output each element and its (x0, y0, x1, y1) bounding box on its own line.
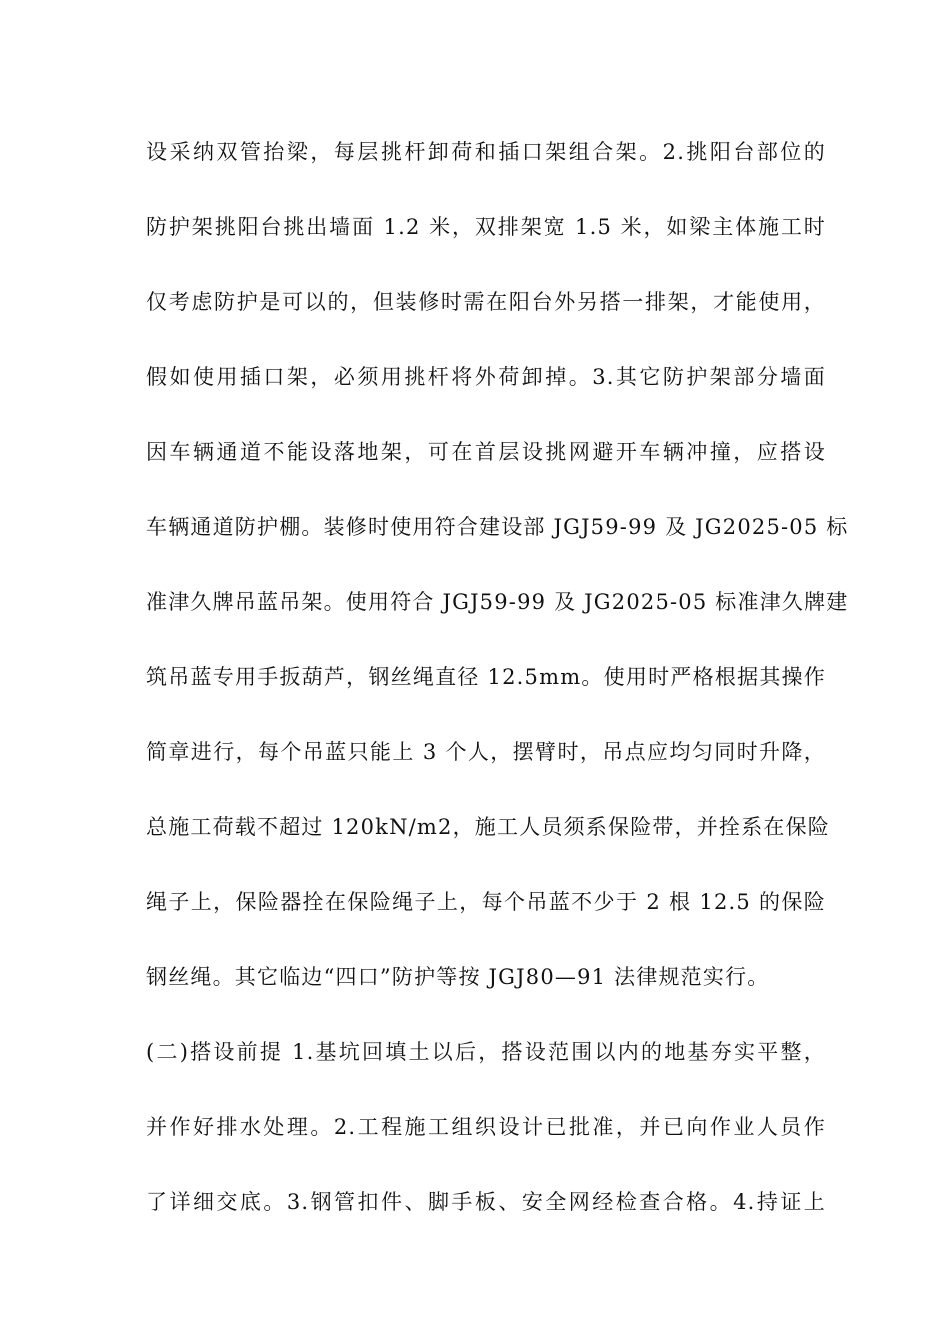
text-line: 钢丝绳。其它临边“四口”防护等按 JGJ80—91 法律规范实行。 (146, 965, 770, 989)
text-line: 车辆通道防护棚。装修时使用符合建设部 JGJ59-99 及 JG2025-05 标 (146, 515, 849, 539)
text-line: 了详细交底。3.钢管扣件、脚手板、安全网经检查合格。4.持证上 (146, 1190, 826, 1214)
text-line: 假如使用插口架，必须用挑杆将外荷卸掉。3.其它防护架部分墙面 (146, 365, 826, 389)
text-line: 筑吊蓝专用手扳葫芦，钢丝绳直径 12.5mm。使用时严格根据其操作 (146, 665, 826, 689)
text-line: 准津久牌吊蓝吊架。使用符合 JGJ59-99 及 JG2025-05 标准津久牌建 (146, 590, 849, 614)
text-line: (二)搭设前提 1.基坑回填土以后，搭设范围以内的地基夯实平整， (146, 1040, 826, 1064)
text-line: 设采纳双管抬梁，每层挑杆卸荷和插口架组合架。2.挑阳台部位的 (146, 140, 826, 164)
text-line: 绳子上，保险器拴在保险绳子上，每个吊蓝不少于 2 根 12.5 的保险 (146, 890, 826, 914)
body-text (146, 132, 849, 1257)
text-line: 防护架挑阳台挑出墙面 1.2 米，双排架宽 1.5 米，如梁主体施工时 (146, 215, 826, 239)
text-line: 总施工荷载不超过 120kN/m2，施工人员须系保险带，并拴系在保险 (146, 815, 831, 839)
text-line: 并作好排水处理。2.工程施工组织设计已批准，并已向作业人员作 (146, 1115, 826, 1139)
text-line: 因车辆通道不能设落地架，可在首层设挑网避开车辆冲撞，应搭设 (146, 440, 826, 464)
text-line: 简章进行，每个吊蓝只能上 3 个人，摆臂时，吊点应均匀同时升降， (146, 740, 826, 764)
text-line: 仅考虑防护是可以的，但装修时需在阳台外另搭一排架，才能使用， (146, 290, 826, 314)
